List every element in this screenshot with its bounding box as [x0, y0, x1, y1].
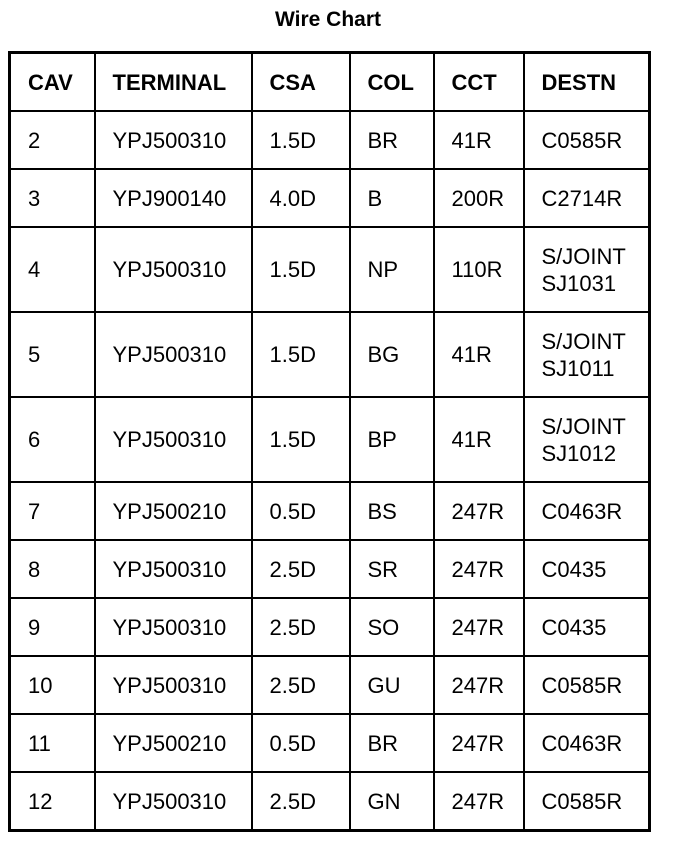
cell-cav: 12 — [10, 772, 95, 831]
cell-destn — [524, 482, 650, 540]
cell-cct: 41R — [434, 111, 524, 169]
cell-terminal: YPJ500310 — [95, 540, 252, 598]
cell-col: GU — [350, 656, 434, 714]
cell-destn — [524, 714, 650, 772]
cell-cct: 247R — [434, 772, 524, 831]
destn-line: S/JOINT — [541, 413, 626, 439]
destn-line: C2714R — [541, 185, 623, 211]
cell-terminal: YPJ500310 — [95, 111, 252, 169]
column-header-cav: CAV — [10, 53, 95, 112]
cell-destn — [524, 772, 650, 831]
cell-destn — [524, 397, 650, 482]
cell-col: BG — [350, 312, 434, 397]
cell-cct: 247R — [434, 482, 524, 540]
cell-cct: 247R — [434, 598, 524, 656]
cell-terminal: YPJ500210 — [95, 482, 252, 540]
column-header-terminal: TERMINAL — [95, 53, 252, 112]
cell-cct: 41R — [434, 312, 524, 397]
cell-cav: 7 — [10, 482, 95, 540]
cell-col: B — [350, 169, 434, 227]
cell-cav: 5 — [10, 312, 95, 397]
cell-terminal: YPJ500310 — [95, 397, 252, 482]
cell-col: BP — [350, 397, 434, 482]
cell-csa: 2.5D — [252, 540, 350, 598]
destn-line: C0585R — [541, 672, 623, 698]
destn-line: S/JOINT — [541, 328, 626, 354]
cell-col: GN — [350, 772, 434, 831]
cell-col: SO — [350, 598, 434, 656]
cell-csa: 1.5D — [252, 227, 350, 312]
cell-col: NP — [350, 227, 434, 312]
column-header-cct: CCT — [434, 53, 524, 112]
column-header-destn: DESTN — [524, 53, 650, 112]
cell-csa: 4.0D — [252, 169, 350, 227]
destn-line: SJ1012 — [541, 440, 617, 466]
table-row — [10, 111, 650, 169]
cell-terminal: YPJ900140 — [95, 169, 252, 227]
table-row — [10, 227, 650, 312]
cell-cav: 8 — [10, 540, 95, 598]
cell-cct: 41R — [434, 397, 524, 482]
cell-csa: 2.5D — [252, 656, 350, 714]
cell-destn — [524, 598, 650, 656]
cell-cct: 110R — [434, 227, 524, 312]
cell-csa: 2.5D — [252, 598, 350, 656]
column-header-csa: CSA — [252, 53, 350, 112]
cell-csa: 1.5D — [252, 397, 350, 482]
cell-csa: 1.5D — [252, 111, 350, 169]
cell-col: SR — [350, 540, 434, 598]
cell-csa: 0.5D — [252, 482, 350, 540]
cell-cav: 6 — [10, 397, 95, 482]
cell-destn — [524, 540, 650, 598]
table-row — [10, 169, 650, 227]
cell-destn — [524, 656, 650, 714]
table-row — [10, 482, 650, 540]
table-body — [10, 111, 650, 831]
destn-line: SJ1031 — [541, 270, 617, 296]
cell-terminal: YPJ500310 — [95, 772, 252, 831]
destn-line: C0585R — [541, 127, 623, 153]
cell-terminal: YPJ500310 — [95, 656, 252, 714]
table-row — [10, 540, 650, 598]
cell-destn — [524, 312, 650, 397]
destn-line: C0463R — [541, 498, 623, 524]
cell-cct: 247R — [434, 540, 524, 598]
table-row — [10, 772, 650, 831]
cell-col: BR — [350, 111, 434, 169]
table-row — [10, 312, 650, 397]
destn-line: S/JOINT — [541, 243, 626, 269]
cell-destn — [524, 169, 650, 227]
cell-csa: 2.5D — [252, 772, 350, 831]
cell-cct: 247R — [434, 714, 524, 772]
table-row — [10, 656, 650, 714]
destn-line: C0585R — [541, 788, 623, 814]
cell-destn — [524, 111, 650, 169]
cell-col: BS — [350, 482, 434, 540]
table-row — [10, 598, 650, 656]
cell-terminal: YPJ500310 — [95, 227, 252, 312]
cell-cav: 10 — [10, 656, 95, 714]
cell-terminal: YPJ500310 — [95, 598, 252, 656]
cell-csa: 0.5D — [252, 714, 350, 772]
destn-line: C0435 — [541, 556, 607, 582]
cell-terminal: YPJ500210 — [95, 714, 252, 772]
header-row — [10, 53, 650, 112]
destn-line: C0463R — [541, 730, 623, 756]
cell-cav: 2 — [10, 111, 95, 169]
cell-cav: 4 — [10, 227, 95, 312]
wire-chart-table — [8, 51, 651, 832]
cell-col: BR — [350, 714, 434, 772]
cell-cav: 11 — [10, 714, 95, 772]
column-header-col: COL — [350, 53, 434, 112]
destn-line: C0435 — [541, 614, 607, 640]
table-row — [10, 714, 650, 772]
cell-cav: 9 — [10, 598, 95, 656]
cell-cct: 247R — [434, 656, 524, 714]
cell-destn — [524, 227, 650, 312]
cell-csa: 1.5D — [252, 312, 350, 397]
page-title: Wire Chart — [275, 8, 381, 31]
table-row — [10, 397, 650, 482]
cell-cav: 3 — [10, 169, 95, 227]
cell-cct: 200R — [434, 169, 524, 227]
destn-line: SJ1011 — [541, 355, 615, 381]
cell-terminal: YPJ500310 — [95, 312, 252, 397]
